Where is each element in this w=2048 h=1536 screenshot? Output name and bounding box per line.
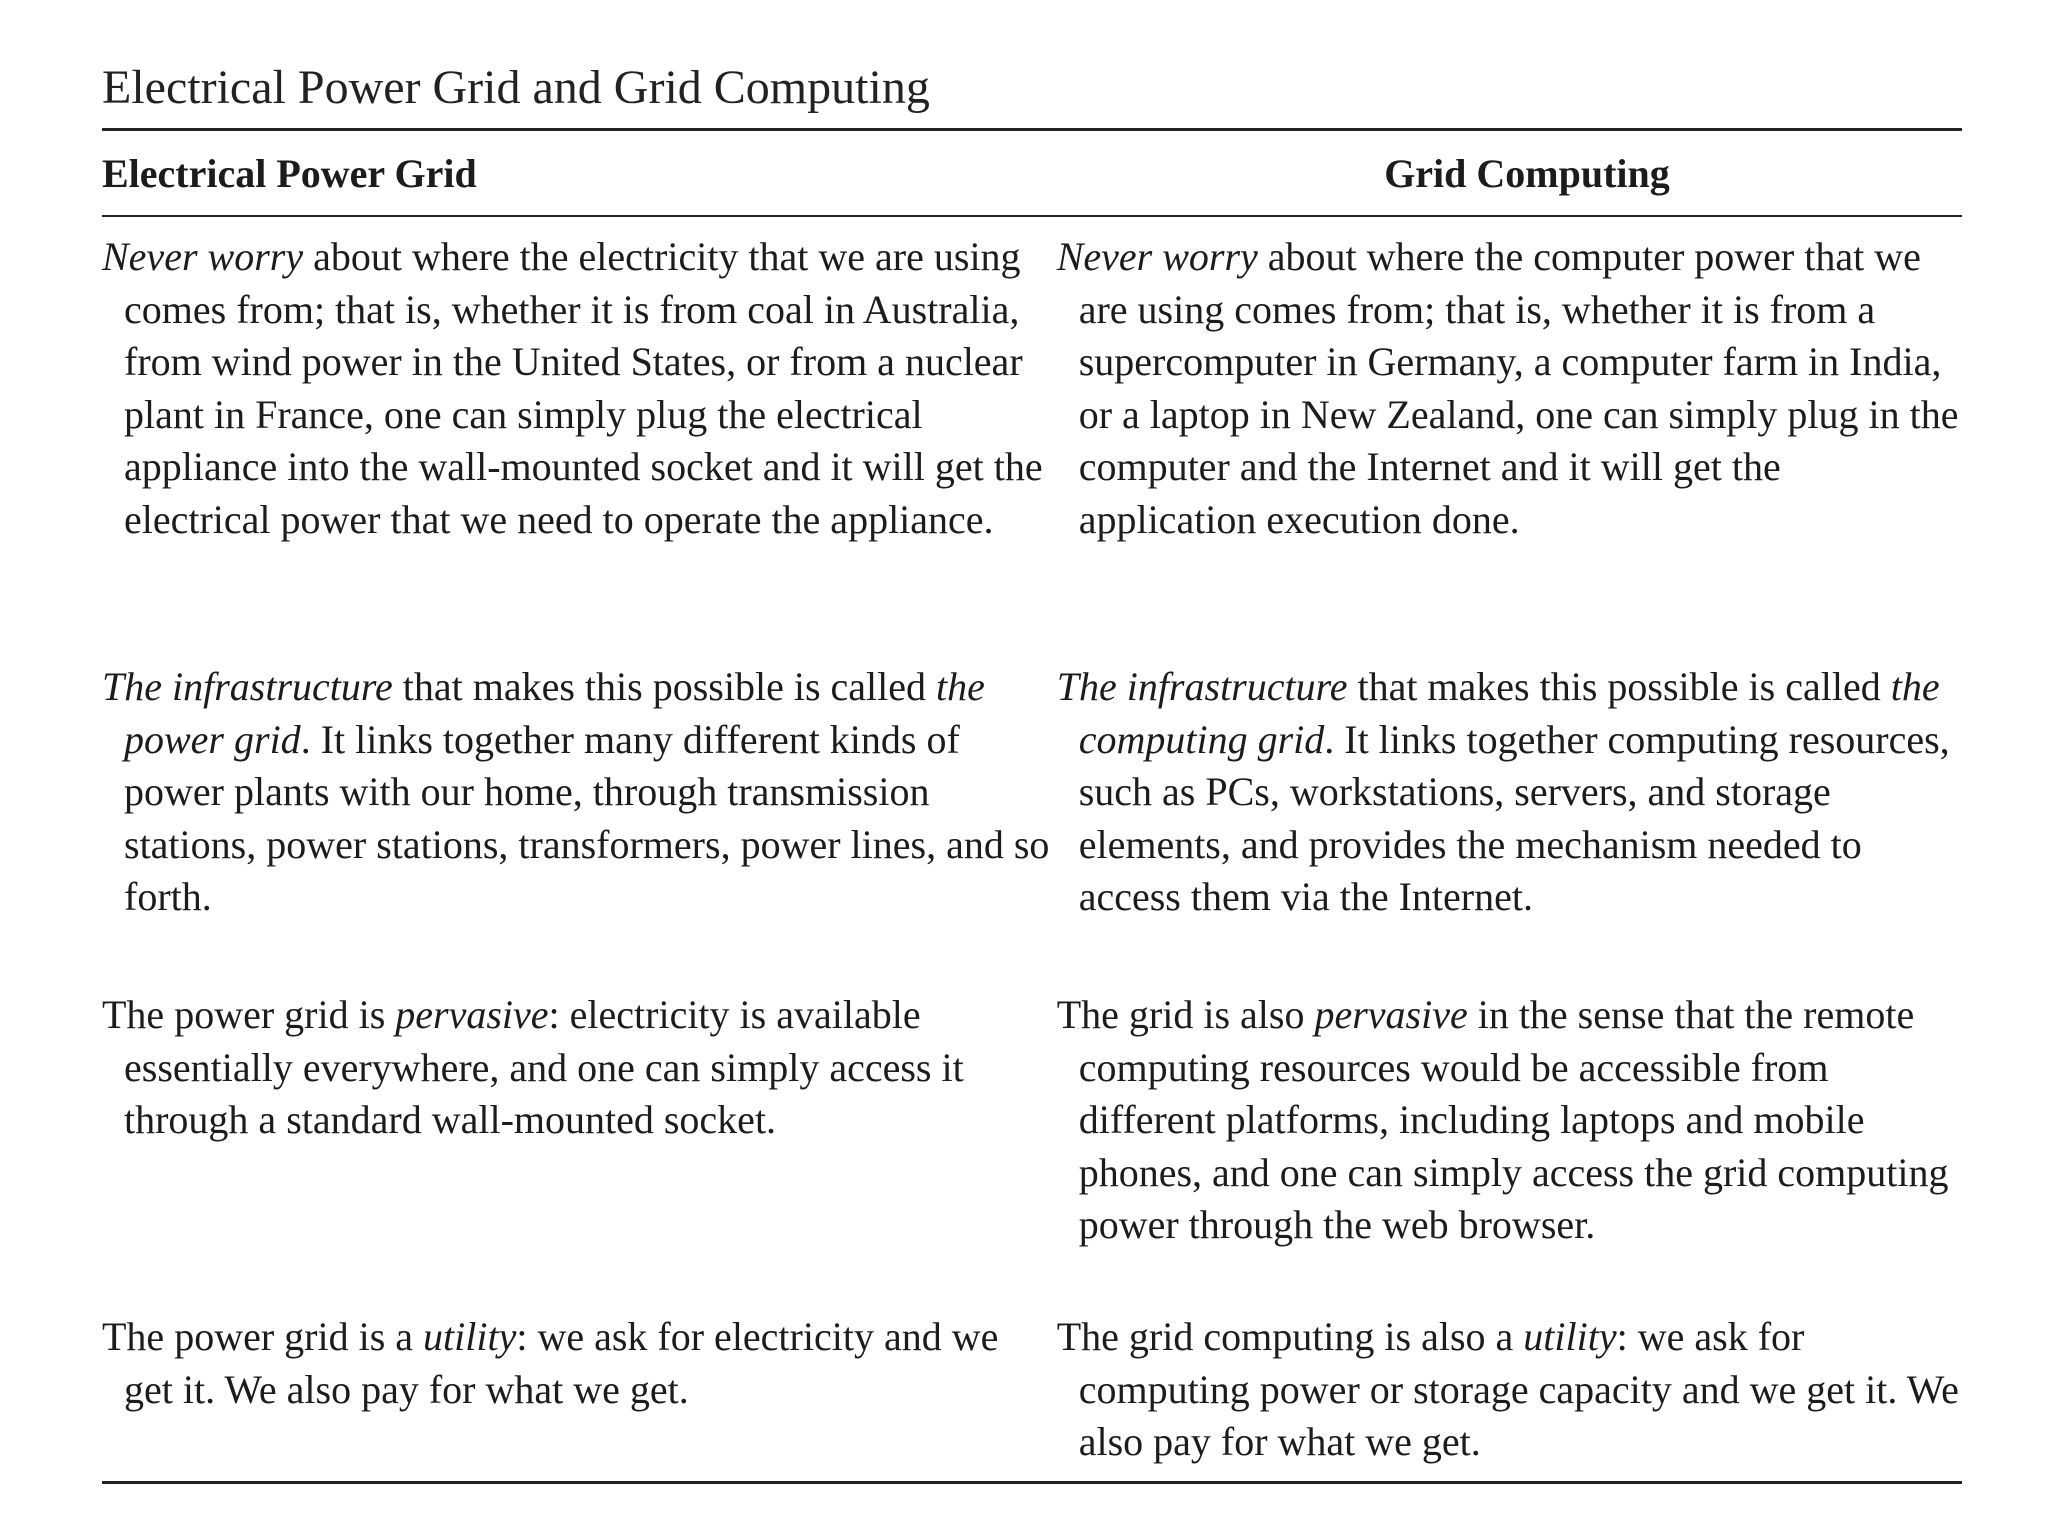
- table-cell-power-grid: [102, 989, 1057, 1147]
- table-row: [102, 989, 1962, 1311]
- bottom-rule: [102, 1481, 1962, 1484]
- emphasis-text: The infrastructure: [102, 664, 393, 709]
- table-cell-power-grid: [102, 1311, 1057, 1416]
- emphasis-text: The infrastructure: [1056, 664, 1348, 709]
- table-row: [102, 231, 1962, 661]
- header-grid-computing: Grid Computing: [1384, 150, 1670, 196]
- cell-text: The grid computing is also a: [1056, 1314, 1524, 1359]
- emphasis-text: Never worry: [1056, 234, 1258, 279]
- table-cell-power-grid: [102, 231, 1057, 546]
- emphasis-text: Never worry: [102, 234, 304, 279]
- table-cell-grid-computing: [1057, 231, 1962, 546]
- emphasis-text: pervasive: [1314, 992, 1468, 1037]
- header-electrical-power-grid: Electrical Power Grid: [102, 150, 477, 196]
- cell-text: The power grid is: [102, 992, 396, 1037]
- cell-text: that makes this possible is called: [1347, 664, 1891, 709]
- cell-text: about where the electricity that we are using comes from; that is, whether it is from coal in Australia, from wind power in the United States, or from a nuclear plant in France, one can simply plug the electrical appliance into the wall-mounted socket and it will get the electrical power that we need to operate the appliance.: [124, 234, 1043, 542]
- cell-text: The grid is also: [1056, 992, 1315, 1037]
- cell-text: that makes this possible is called: [392, 664, 936, 709]
- header-row: [102, 131, 1962, 215]
- table-body: [102, 217, 1962, 1463]
- table-title: Electrical Power Grid and Grid Computing: [102, 61, 930, 114]
- table-cell-grid-computing: [1057, 661, 1962, 924]
- cell-text: . It links together computing resources, such as PCs, workstations, servers, and storage elements, and provides the mechanism needed to access them via the Internet.: [1078, 716, 1950, 919]
- table-cell-grid-computing: [1057, 989, 1962, 1252]
- cell-text: The power grid is a: [102, 1314, 424, 1359]
- emphasis-text: the power grid: [124, 664, 985, 762]
- cell-text: about where the computer power that we are using comes from; that is, whether it is from a supercomputer in Germany, a computer farm in India, or a laptop in New Zealand, one can simply plug in the computer and the Internet and it will get the application execution done.: [1078, 234, 1959, 542]
- cell-text: : we ask for computing power or storage capacity and we get it. We also pay for what we get.: [1078, 1314, 1959, 1464]
- cell-text: : electricity is available essentially everywhere, and one can simply access it through a standard wall-mounted socket.: [124, 992, 964, 1142]
- table-row: [102, 661, 1962, 989]
- table-cell-grid-computing: [1057, 1311, 1962, 1469]
- emphasis-text: utility: [1523, 1314, 1617, 1359]
- cell-text: . It links together many different kinds of power plants with our home, through transmission stations, power stations, transformers, power lines, and so forth.: [124, 716, 1050, 919]
- cell-text: : we ask for electricity and we get it. We also pay for what we get.: [124, 1314, 999, 1412]
- emphasis-text: the computing grid: [1078, 664, 1940, 762]
- cell-text: in the sense that the remote computing resources would be accessible from different platforms, including laptops and mobile phones, and one can simply access the grid computing power through the web browser.: [1078, 992, 1949, 1247]
- table-row: [102, 1311, 1962, 1463]
- emphasis-text: pervasive: [395, 992, 549, 1037]
- emphasis-text: utility: [423, 1314, 517, 1359]
- comparison-table: [102, 58, 1962, 1484]
- table-cell-power-grid: [102, 661, 1057, 924]
